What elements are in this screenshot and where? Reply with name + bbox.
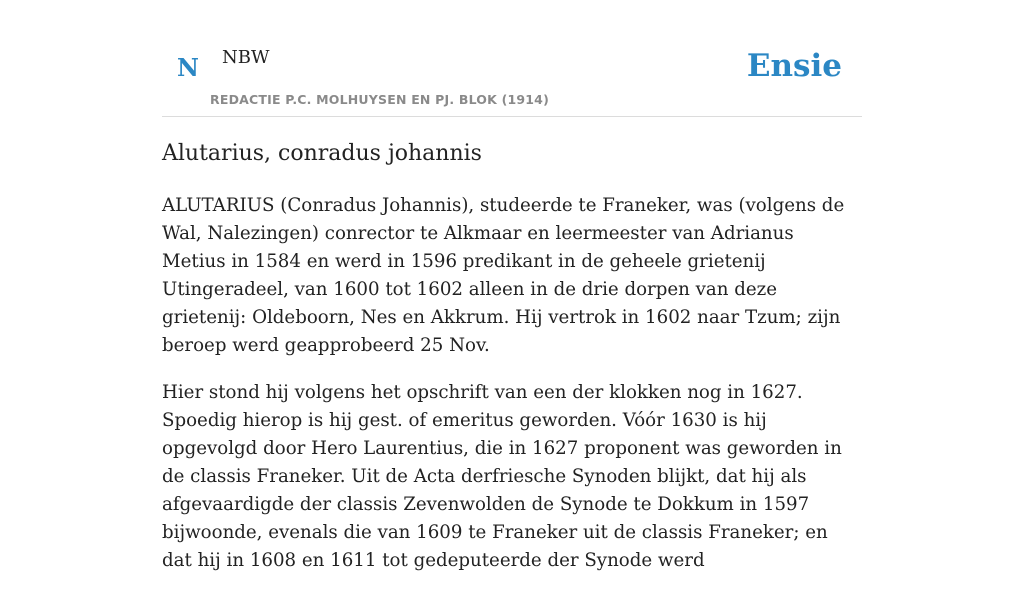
source-header <box>162 0 862 117</box>
article-title: Alutarius, conradus johannis <box>162 141 482 166</box>
source-logo[interactable]: N <box>177 53 199 82</box>
source-abbreviation[interactable]: NBW <box>222 47 270 68</box>
source-editors: REDACTIE P.C. MOLHUYSEN EN PJ. BLOK (1914) <box>210 92 549 107</box>
article-paragraph: Hier stond hij volgens het opschrift van een der klokken nog in 1627. Spoedig hierop is hij gest. of emeritus geworden. Vóór 1630 is hij opgevolgd door Hero Laurentius, die in 1627 proponent was geworden in de classis Franeker. Uit de Acta derfriesche Synoden blijkt, dat hij als afgevaardigde der classis Zevenwolden de Synode te Dokkum in 1597 bijwoonde, evenals die van 1609 te Franeker uit de classis Franeker; en dat hij in 1608 en 1611 tot gedeputeerde der Synode werd <box>162 382 842 571</box>
article-body <box>162 192 862 594</box>
ensie-brand-logo[interactable]: Ensie <box>746 48 842 84</box>
article-paragraph: ALUTARIUS (Conradus Johannis), studeerde te Franeker, was (volgens de Wal, Nalezingen) conrector te Alkmaar en leermeester van Adrianus Metius in 1584 en werd in 1596 predikant in de geheele grietenij Utingeradeel, van 1600 tot 1602 alleen in de drie dorpen van deze grietenij: Oldeboorn, Nes en Akkrum. Hij vertrok in 1602 naar Tzum; zijn beroep werd geapprobeerd 25 Nov. <box>162 195 845 356</box>
